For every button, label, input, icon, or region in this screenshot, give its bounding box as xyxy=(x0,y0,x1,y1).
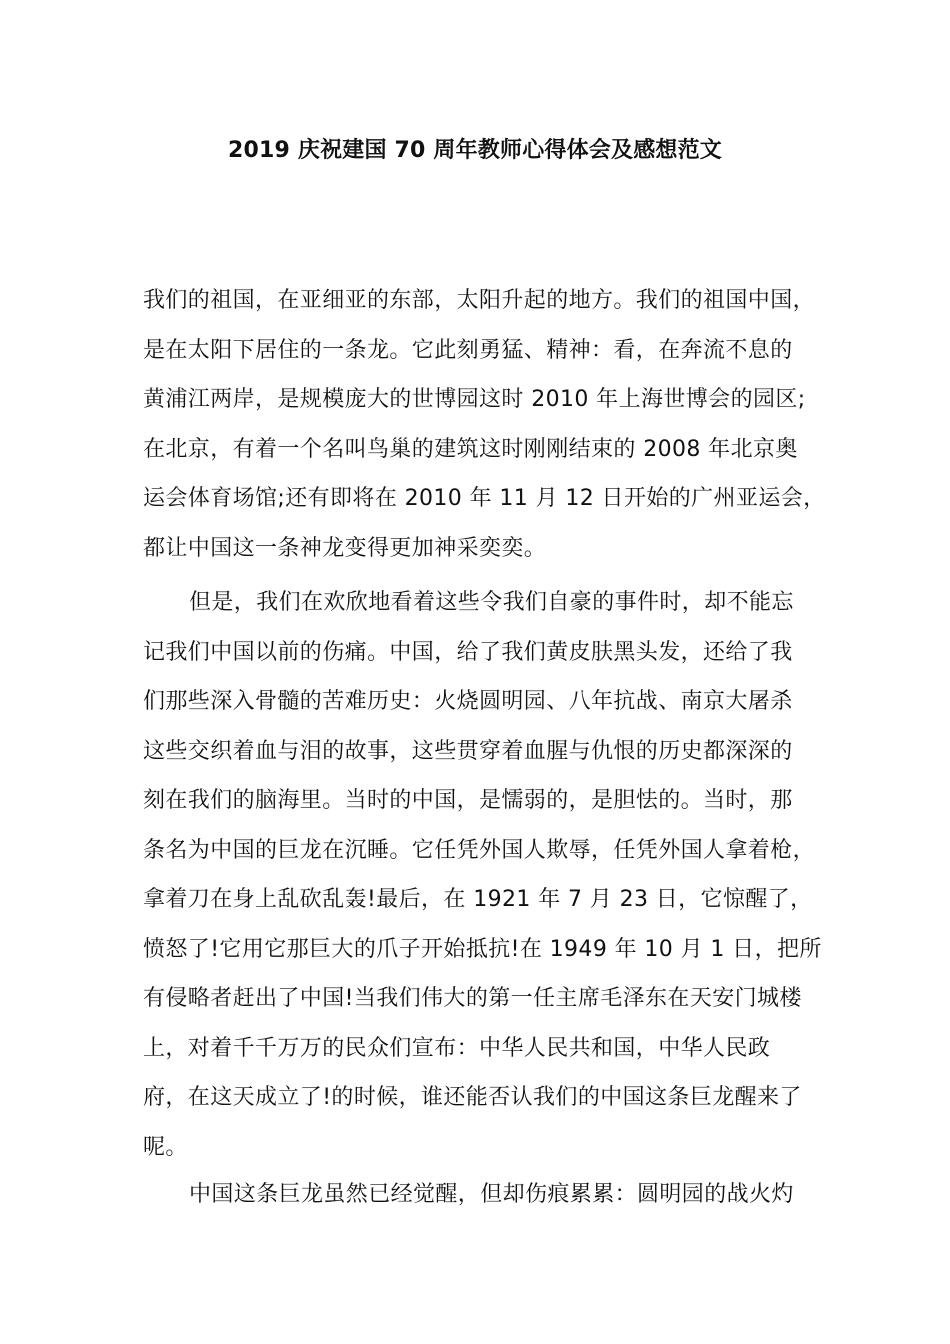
paragraph-3 xyxy=(143,1170,823,1220)
paragraph-line: 呢。 xyxy=(143,1134,188,1160)
paragraph-line: 这些交织着血与泪的故事，这些贯穿着血腥与仇恨的历史都深深的 xyxy=(143,738,793,764)
paragraph-line: 府，在这天成立了!的时候，谁还能否认我们的中国这条巨龙醒来了 xyxy=(143,1085,802,1110)
paragraph-line: 拿着刀在身上乱砍乱轰!最后，在 1921 年 7 月 23 日，它惊醒了， xyxy=(143,887,813,912)
paragraph-line: 我们的祖国，在亚细亚的东部，太阳升起的地方。我们的祖国中国， xyxy=(143,288,816,313)
paragraph-line: 中国这条巨龙虽然已经觉醒，但却伤痕累累：圆明园的战火灼 xyxy=(189,1182,794,1207)
document-title: 2019 庆祝建国 70 周年教师心得体会及感想范文 xyxy=(227,138,723,163)
paragraph-line: 是在太阳下居住的一条龙。它此刻勇猛、精神：看，在奔流不息的 xyxy=(143,337,793,363)
paragraph-2 xyxy=(143,578,823,1172)
paragraph-line: 条名为中国的巨龙在沉睡。它任凭外国人欺辱，任凭外国人拿着枪， xyxy=(143,837,816,863)
paragraph-1 xyxy=(143,276,826,573)
paragraph-line: 运会体育场馆;还有即将在 2010 年 11 月 12 日开始的广州亚运会， xyxy=(143,486,826,511)
paragraph-line: 在北京，有着一个名叫鸟巢的建筑这时刚刚结束的 2008 年北京奥 xyxy=(143,436,798,462)
paragraph-line: 但是，我们在欢欣地看着这些令我们自豪的事件时，却不能忘 xyxy=(189,590,794,615)
paragraph-line: 们那些深入骨髓的苦难历史：火烧圆明园、八年抗战、南京大屠杀 xyxy=(143,689,793,714)
paragraph-line: 愤怒了!它用它那巨大的爪子开始抵抗!在 1949 年 10 月 1 日，把所 xyxy=(143,936,822,962)
paragraph-line: 黄浦江两岸，是规模庞大的世博园这时 2010 年上海世博会的园区; xyxy=(143,387,806,412)
paragraph-line: 上，对着千千万万的民众们宣布：中华人民共和国，中华人民政 xyxy=(143,1035,771,1061)
paragraph-line: 记我们中国以前的伤痛。中国，给了我们黄皮肤黑头发，还给了我 xyxy=(143,639,793,665)
paragraph-line: 有侵略者赶出了中国!当我们伟大的第一任主席毛泽东在天安门城楼 xyxy=(143,986,802,1011)
paragraph-line: 都让中国这一条神龙变得更加神采奕奕。 xyxy=(143,535,547,561)
paragraph-line: 刻在我们的脑海里。当时的中国，是懦弱的，是胆怯的。当时，那 xyxy=(143,788,793,813)
